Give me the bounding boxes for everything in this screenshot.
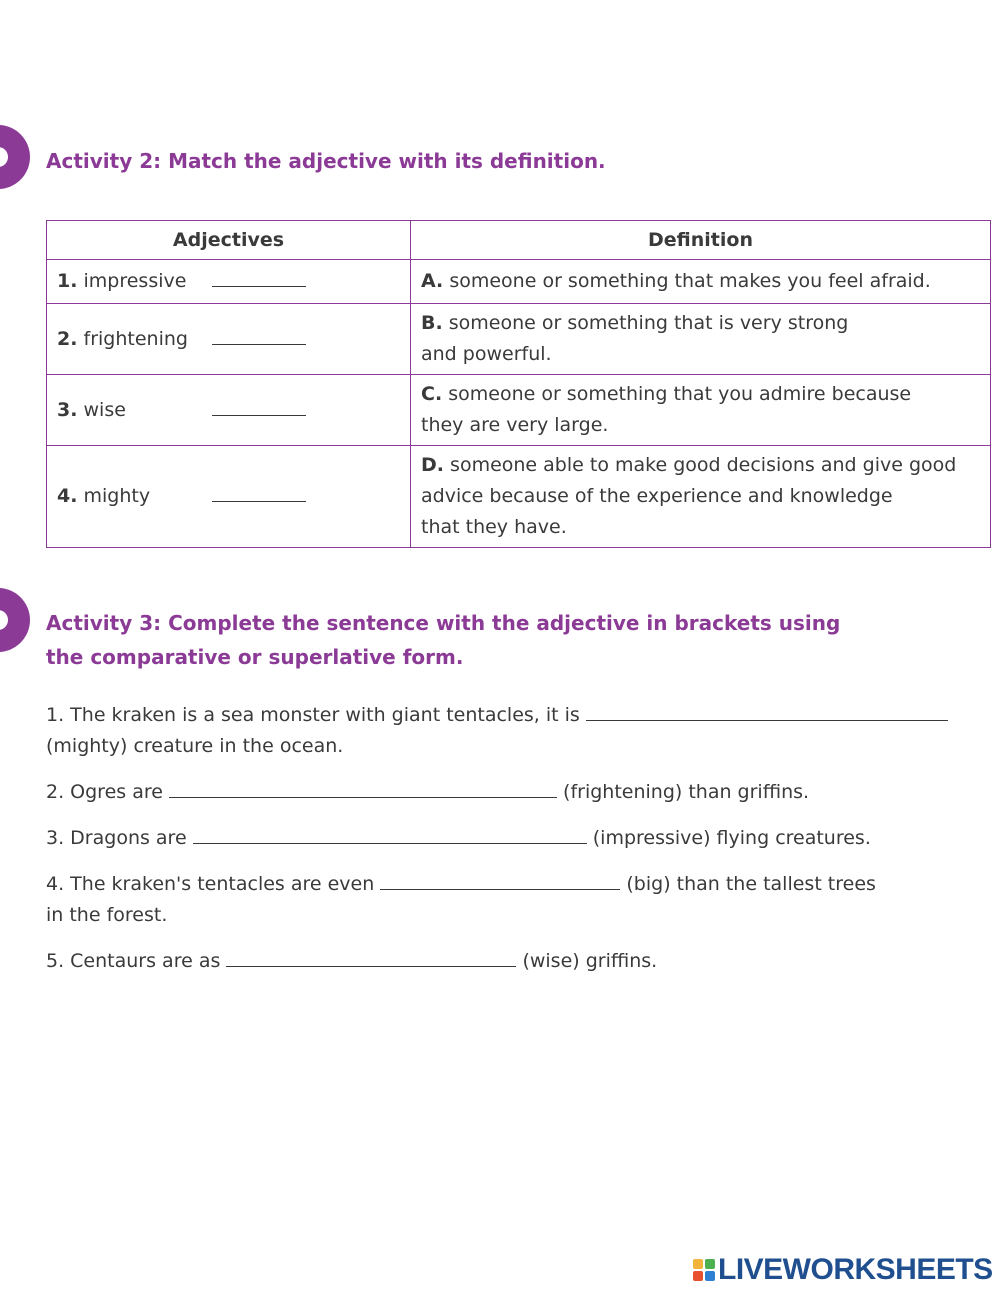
sentence-text: 4. The kraken's tentacles are even <box>46 873 375 895</box>
item-number: 4. <box>57 485 78 507</box>
definition-cell <box>411 260 991 304</box>
sentence-text: 3. Dragons are <box>46 827 187 849</box>
definition-text: that they have. <box>421 516 567 538</box>
answer-line[interactable] <box>193 825 587 844</box>
sentence-list <box>46 700 992 992</box>
definition-text: someone or something that you admire because <box>448 383 912 405</box>
activity2-bullet <box>0 125 30 189</box>
column-header-adjectives: Adjectives <box>47 221 411 260</box>
definition-letter: B. <box>421 312 443 334</box>
item-number: 2. <box>57 327 78 350</box>
definition-text: and powerful. <box>421 343 552 365</box>
logo-text: LIVEWORKSHEETS <box>718 1253 993 1286</box>
column-header-definition: Definition <box>411 221 991 260</box>
sentence-2 <box>46 777 992 808</box>
adjective-word: impressive <box>83 270 187 292</box>
definition-text: they are very large. <box>421 414 609 436</box>
answer-line[interactable] <box>226 948 516 967</box>
sentence-text: 5. Centaurs are as <box>46 950 221 972</box>
sentence-3 <box>46 823 992 854</box>
sentence-text: 2. Ogres are <box>46 781 163 803</box>
matching-table <box>46 220 991 548</box>
sentence-text: (big) than the tallest trees <box>626 873 876 895</box>
logo-blocks-icon <box>693 1259 715 1281</box>
adjective-cell <box>47 375 411 446</box>
sentence-text: (impressive) flying creatures. <box>592 827 871 849</box>
sentence-text: (mighty) creature in the ocean. <box>46 735 344 757</box>
adjective-word: wise <box>83 398 126 421</box>
definition-cell <box>411 304 991 375</box>
adjective-cell <box>47 260 411 304</box>
activity3-bullet <box>0 588 30 652</box>
table-row <box>47 446 991 548</box>
adjective-word: frightening <box>83 327 188 350</box>
answer-line[interactable] <box>380 871 620 890</box>
activity2-heading: Activity 2: Match the adjective with its definition. <box>46 149 606 173</box>
answer-blank[interactable] <box>212 485 306 502</box>
logo-block <box>705 1259 715 1269</box>
activity3-heading-line2: the comparative or superlative form. <box>46 645 464 669</box>
activity3-heading-line1: Activity 3: Complete the sentence with the adjective in brackets using <box>46 611 841 635</box>
answer-blank[interactable] <box>212 270 306 287</box>
definition-letter: A. <box>421 270 444 292</box>
answer-line[interactable] <box>169 779 557 798</box>
item-number: 3. <box>57 398 78 421</box>
definition-text: someone able to make good decisions and give good <box>450 454 957 476</box>
sentence-text: (wise) griffins. <box>522 950 658 972</box>
table-row <box>47 304 991 375</box>
sentence-text: (frightening) than griffins. <box>563 781 810 803</box>
table-row <box>47 375 991 446</box>
definition-text: advice because of the experience and knowledge <box>421 485 893 507</box>
logo-block <box>693 1259 703 1269</box>
sentence-text: 1. The kraken is a sea monster with giant tentacles, it is <box>46 704 580 726</box>
adjective-cell <box>47 304 411 375</box>
logo-block <box>693 1271 703 1281</box>
adjective-word: mighty <box>83 485 151 507</box>
liveworksheets-logo <box>693 1253 993 1287</box>
answer-line[interactable] <box>586 702 948 721</box>
adjective-cell <box>47 446 411 548</box>
answer-blank[interactable] <box>212 399 306 416</box>
answer-blank[interactable] <box>212 328 306 345</box>
item-number: 1. <box>57 270 78 292</box>
table-row <box>47 260 991 304</box>
activity3-heading <box>46 606 840 674</box>
table-header-row <box>47 221 991 260</box>
definition-cell <box>411 375 991 446</box>
sentence-4 <box>46 869 992 931</box>
sentence-5 <box>46 946 992 977</box>
definition-letter: C. <box>421 383 443 405</box>
sentence-1 <box>46 700 992 762</box>
definition-text: someone or something that makes you feel afraid. <box>449 270 931 292</box>
definition-text: someone or something that is very strong <box>448 312 849 334</box>
logo-block <box>705 1271 715 1281</box>
definition-cell <box>411 446 991 548</box>
definition-letter: D. <box>421 454 444 476</box>
sentence-text: in the forest. <box>46 904 168 926</box>
